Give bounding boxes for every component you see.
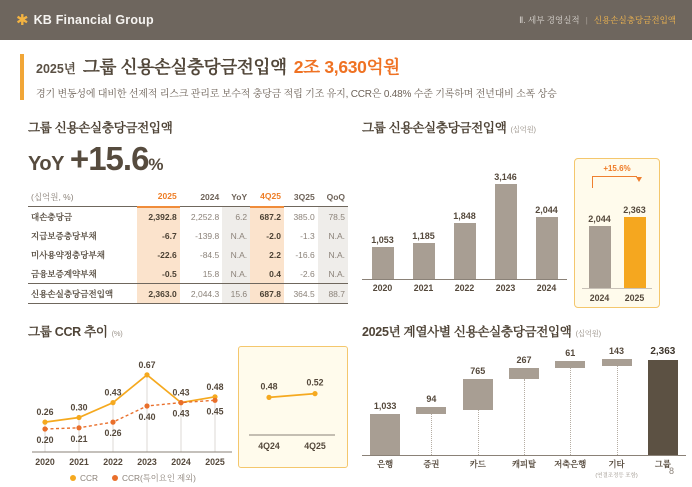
title-main: 그룹 신용손실충당금전입액 — [82, 57, 287, 77]
point-value-label: 0.52 — [306, 377, 324, 388]
row-label: 대손충당금 — [31, 211, 73, 222]
data-point — [178, 400, 183, 405]
breadcrumb-separator: | — [585, 15, 588, 25]
column-header-4Q25: 4Q25 — [250, 187, 284, 207]
row-label: 신용손실충당금전입액 — [28, 284, 137, 304]
category-label: 2025 — [624, 293, 645, 303]
category-sub-label: (연결조정등 포함) — [595, 473, 638, 479]
trend-chart-title: 그룹 신용손실충당금전입액 — [362, 121, 507, 135]
ccr-chart-title: 그룹 CCR 추이 — [28, 325, 108, 339]
bar-value-label: 2,363 — [623, 204, 646, 215]
yoy-annotation: +15.6% — [603, 164, 631, 173]
bar-value-label: 765 — [470, 365, 486, 376]
page-number: 8 — [668, 466, 674, 476]
category-label: 저축은행 — [554, 459, 587, 469]
cell-value: 0.4 — [250, 264, 284, 284]
bar-group-2021 — [403, 231, 444, 279]
page-title — [36, 54, 686, 79]
table-row — [28, 226, 348, 245]
waterfall-slot-은행 — [362, 350, 408, 455]
breadcrumb-page: 신용손실충당금전입액 — [593, 15, 676, 25]
bar — [648, 360, 678, 455]
cell-value: 78.5 — [318, 207, 348, 227]
waterfall-stem — [570, 368, 571, 455]
data-point — [42, 420, 47, 425]
category-label: 2025 — [205, 457, 225, 467]
title-highlight-amount: 2조 3,630억원 — [293, 57, 400, 77]
bar — [495, 184, 517, 279]
waterfall-stem — [617, 366, 618, 455]
point-value-label: 0.67 — [138, 359, 156, 370]
data-point — [76, 415, 81, 420]
bar-value-label: 3,146 — [494, 172, 517, 182]
data-point — [312, 391, 317, 396]
category-label: 4Q24 — [258, 441, 280, 451]
table-row — [28, 207, 348, 227]
cell-value: 2,252.8 — [190, 211, 220, 222]
cell-value: -6.7 — [137, 226, 180, 245]
bar-value-label: 2,044 — [535, 205, 558, 216]
bar — [463, 379, 493, 410]
waterfall-slot-증권 — [408, 350, 454, 455]
trend-bars — [362, 166, 567, 280]
logo-text: KB Financial Group — [33, 13, 154, 27]
ccr-line-chart — [28, 346, 236, 470]
point-value-label: 0.45 — [206, 406, 224, 417]
bar — [454, 223, 476, 279]
bar — [589, 226, 611, 288]
cell-value: N.A. — [222, 264, 250, 284]
yoy-unit: % — [148, 155, 164, 174]
ccr-chart-heading — [28, 322, 350, 340]
waterfall-stem — [478, 410, 479, 455]
yoy-figure — [28, 140, 348, 178]
kb-logo — [16, 13, 154, 28]
waterfall-stem — [524, 379, 525, 455]
bar-value-label: 1,053 — [371, 235, 394, 246]
category-label: 증권 — [423, 459, 440, 469]
legend-item-ccr-ex — [112, 472, 196, 484]
breadcrumb — [519, 14, 676, 26]
category-label: 2022 — [103, 457, 123, 467]
cell-value: -2.6 — [300, 268, 315, 279]
bar-group-2022 — [444, 211, 485, 279]
provision-table — [28, 187, 348, 304]
waterfall-slot-캐피탈 — [501, 350, 547, 455]
cell-value: 385.0 — [293, 211, 315, 222]
point-value-label: 0.26 — [36, 407, 54, 418]
ccr-legend — [28, 472, 238, 484]
cell-value: 15.8 — [202, 268, 220, 279]
category-label: 2024 — [536, 283, 557, 293]
waterfall-categories — [362, 458, 686, 479]
ccr-highlight-box — [238, 346, 348, 468]
bar-group-2023 — [485, 172, 526, 279]
category-label: 2020 — [372, 283, 393, 293]
cell-value: N.A. — [222, 226, 250, 245]
title-year: 2025년 — [36, 62, 76, 76]
title-block — [20, 54, 686, 100]
bar — [372, 247, 394, 279]
panel-provision-trend-chart — [362, 118, 690, 310]
subsidiary-chart-title: 2025년 계열사별 신용손실충당금전입액 — [362, 325, 572, 339]
bar-group-2020 — [362, 235, 403, 279]
yoy-value: +15.6 — [69, 140, 149, 177]
table-body — [28, 207, 348, 304]
ccr-ex-legend-dot-icon — [112, 475, 118, 481]
bar — [602, 359, 632, 366]
column-header-2024: 2024 — [180, 187, 223, 207]
row-label: 지급보증충당부채 — [31, 230, 97, 241]
bar-group-2024 — [526, 205, 567, 279]
point-value-label: 0.21 — [70, 433, 88, 444]
point-value-label: 0.43 — [172, 408, 190, 419]
legend-item-ccr — [70, 472, 98, 484]
column-header-2025: 2025 — [137, 187, 180, 207]
cell-value: 2.2 — [250, 245, 284, 264]
title-subtitle: 경기 변동성에 대비한 선제적 리스크 관리로 보수적 충당금 적립 기조 유지, CCR은 0.48% 수준 기록하며 전년대비 소폭 상승 — [36, 89, 557, 100]
category-label: 2023 — [495, 283, 516, 293]
legend-label-ccr-ex: CCR(특이요인 제외) — [122, 473, 196, 483]
data-point — [144, 403, 149, 408]
cell-value: 687.8 — [250, 284, 284, 304]
waterfall-stem — [431, 414, 432, 456]
legend-label-ccr: CCR — [80, 473, 99, 483]
data-point — [144, 372, 149, 377]
row-label: 금융보증계약부채 — [31, 268, 97, 279]
category-label: 2024 — [171, 457, 191, 467]
table-header-row — [28, 187, 348, 207]
bar — [536, 217, 558, 279]
row-label: 미사용약정충당부채 — [31, 249, 105, 260]
point-value-label: 0.40 — [138, 412, 156, 422]
ccr-quarter-chart — [239, 347, 345, 465]
trend-chart-unit: (십억원) — [510, 125, 536, 134]
waterfall-slot-카드 — [455, 350, 501, 455]
category-label: 2021 — [69, 457, 89, 467]
data-point — [110, 400, 115, 405]
bar-value-label: 2,044 — [588, 214, 611, 225]
cell-value: -0.5 — [137, 264, 180, 284]
cell-value: 15.6 — [222, 284, 250, 304]
bar-value-label: 2,363 — [650, 346, 676, 357]
category-label: 은행 — [377, 459, 394, 469]
cell-value: N.A. — [222, 245, 250, 264]
ccr-legend-dot-icon — [70, 475, 76, 481]
point-value-label: 0.20 — [36, 435, 54, 445]
point-value-label: 0.43 — [172, 387, 190, 398]
trend-chart-heading — [362, 118, 690, 136]
data-point — [110, 420, 115, 425]
cell-value: 2,044.3 — [180, 284, 223, 304]
category-label: 4Q25 — [304, 441, 326, 451]
bar-value-label: 61 — [565, 348, 576, 359]
bar-value-label: 94 — [426, 393, 437, 404]
waterfall-plot — [362, 345, 686, 456]
category-label: 2021 — [413, 283, 434, 293]
data-point — [76, 425, 81, 430]
point-value-label: 0.48 — [260, 381, 278, 392]
trend-highlight-box — [574, 158, 660, 308]
waterfall-slot-그룹 — [640, 346, 686, 455]
ccr-chart-unit: (%) — [111, 329, 123, 338]
bar-value-label: 1,185 — [412, 231, 435, 242]
cell-value: 364.5 — [284, 284, 318, 304]
table-row — [28, 264, 348, 284]
bar — [416, 407, 446, 414]
waterfall-slot-기타 — [593, 345, 639, 455]
column-header-YoY: YoY — [222, 187, 250, 207]
data-point — [212, 398, 217, 403]
cell-value: 2,392.8 — [137, 207, 180, 227]
category-label: 기타 (연결조정등 포함) — [595, 459, 638, 479]
category-label: 카드 — [469, 459, 486, 469]
category-label: 그룹 — [654, 459, 671, 469]
cell-value: -2.0 — [250, 226, 284, 245]
bar — [624, 217, 646, 288]
bar — [413, 243, 435, 279]
box-bar-group-2024 — [582, 214, 617, 288]
table-row — [28, 245, 348, 264]
top-bar — [0, 0, 692, 40]
panel-provision-summary — [28, 118, 348, 304]
category-label: 2024 — [589, 293, 610, 303]
kb-star-icon: ✱ — [16, 11, 29, 29]
quarter-line — [269, 394, 315, 398]
cell-value: -84.5 — [199, 249, 220, 260]
bar-value-label: 143 — [609, 345, 625, 356]
trend-categories — [362, 283, 567, 293]
data-point — [266, 395, 271, 400]
box-bar-group-2025 — [617, 205, 652, 288]
data-point — [42, 426, 47, 431]
cell-value: N.A. — [318, 226, 348, 245]
point-value-label: 0.43 — [104, 387, 122, 398]
cell-value: 2,363.0 — [137, 284, 180, 304]
cell-value: -22.6 — [137, 245, 180, 264]
bar-value-label: 1,033 — [373, 400, 397, 411]
cell-value: N.A. — [318, 245, 348, 264]
table-head — [28, 187, 348, 207]
bar — [370, 414, 400, 456]
cell-value: -16.6 — [295, 249, 315, 260]
breadcrumb-section: Ⅱ. 세부 경영실적 — [519, 15, 580, 25]
subsidiary-chart-unit: (십억원) — [575, 329, 601, 338]
table-unit-label: (십억원, %) — [28, 187, 137, 207]
bar-value-label: 1,848 — [453, 211, 476, 222]
column-header-QoQ: QoQ — [318, 187, 348, 207]
column-header-3Q25: 3Q25 — [284, 187, 318, 207]
cell-value: 88.7 — [318, 284, 348, 304]
point-value-label: 0.26 — [104, 428, 122, 439]
cell-value: -1.3 — [300, 230, 315, 241]
table-row — [28, 284, 348, 304]
cell-value: -139.8 — [195, 230, 220, 241]
category-label: 2023 — [137, 457, 157, 467]
bar-value-label: 267 — [516, 355, 532, 366]
trend-box-categories — [582, 293, 652, 303]
cell-value: N.A. — [318, 264, 348, 284]
panel-subsidiary-chart — [362, 322, 690, 480]
bar — [555, 361, 585, 368]
trend-box-bars — [582, 180, 652, 289]
trend-chart — [362, 136, 690, 308]
category-label: 캐피탈 — [511, 459, 536, 469]
cell-value: 6.2 — [222, 207, 250, 227]
panel-ccr-chart — [28, 322, 350, 484]
point-value-label: 0.30 — [70, 402, 88, 413]
point-value-label: 0.48 — [206, 381, 224, 392]
category-label: 2020 — [35, 457, 55, 467]
cell-value: 687.2 — [250, 207, 284, 227]
trend-chart-main — [362, 166, 567, 293]
summary-heading: 그룹 신용손실충당금전입액 — [28, 121, 173, 135]
subsidiary-chart-heading — [362, 322, 690, 340]
category-label: 2022 — [454, 283, 475, 293]
bar — [509, 368, 539, 379]
waterfall-slot-저축은행 — [547, 350, 593, 455]
yoy-label: YoY — [28, 153, 64, 175]
